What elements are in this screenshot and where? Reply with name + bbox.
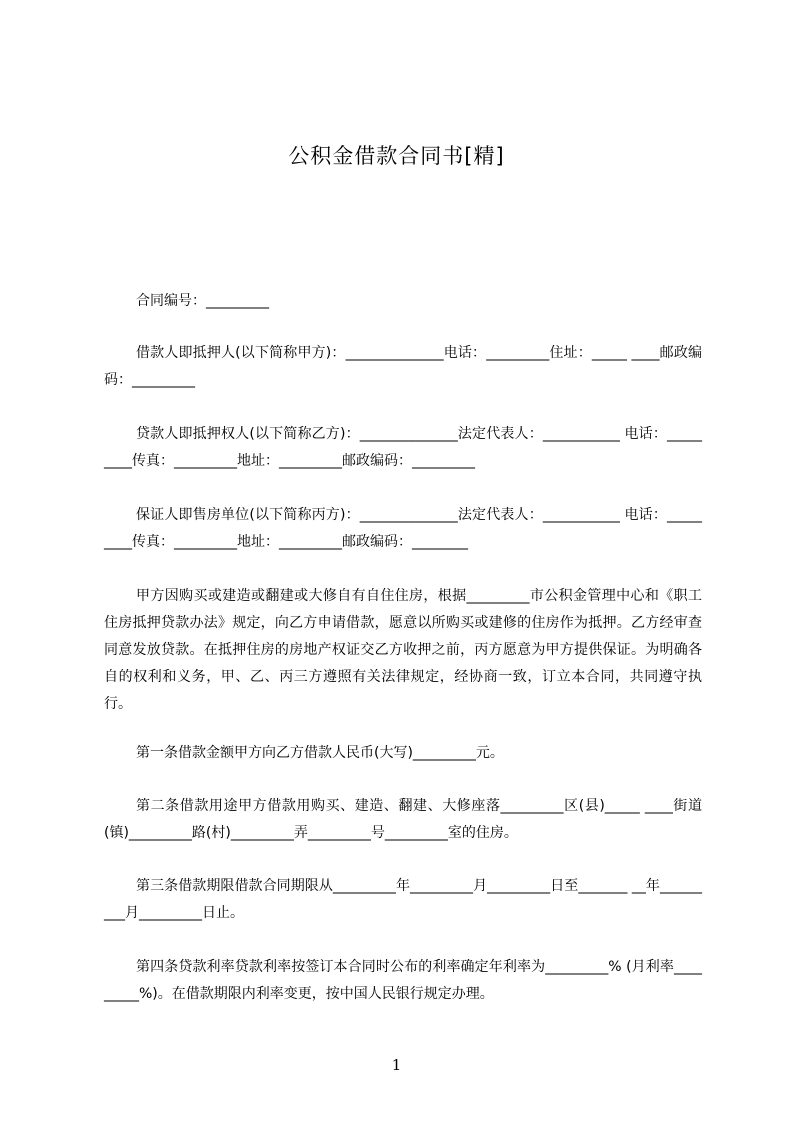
contract-number-line: 合同编号：_________	[136, 293, 269, 309]
article-2-loan-purpose: 第二条借款用途甲方借款用购买、建造、翻建、大修座落_________区(县)_____ ____街道(镇)_________路(村)_________弄_________号_________室的住房。	[104, 798, 702, 841]
document-title: 公积金借款合同书[精]	[288, 144, 505, 168]
preamble-paragraph: 甲方因购买或建造或翻建或大修自有自住住房，根据_________市公积金管理中心和《职工住房抵押贷款办法》规定，向乙方申请借款，愿意以所购买或建修的住房作为抵押。乙方经审查同意发放贷款。在抵押住房的房地产权证交乙方收押之前，丙方愿意为甲方提供保证。为明确各自的权利和义务，甲、乙、丙三方遵照有关法律规定，经协商一致，订立本合同，共同遵守执行。	[104, 588, 702, 712]
party-c-guarantor: 保证人即售房单位(以下简称丙方)：______________法定代表人：___________ 电话：_________传真：_________地址：_________邮政编码：________	[104, 507, 702, 550]
article-4-interest-rate: 第四条贷款利率贷款利率按签订本合同时公布的利率确定年利率为_________% (月利率_________%)。在借款期限内利率变更，按中国人民银行规定办理。	[104, 959, 702, 1002]
party-b-lender: 贷款人即抵押权人(以下简称乙方)：______________法定代表人：___________ 电话：_________传真：_________地址：_________邮政编码：_________	[104, 426, 702, 469]
party-a-borrower: 借款人即抵押人(以下简称甲方)：______________电话：_________住址：_____ ____邮政编码：_________	[104, 345, 702, 388]
page-number: 1	[391, 1056, 402, 1074]
article-3-loan-term: 第三条借款期限借款合同期限从_________年_________月_________日至_______ __年_________月_________日止。	[104, 878, 702, 921]
article-1-loan-amount: 第一条借款金额甲方向乙方借款人民币(大写)_________元。	[136, 745, 504, 761]
